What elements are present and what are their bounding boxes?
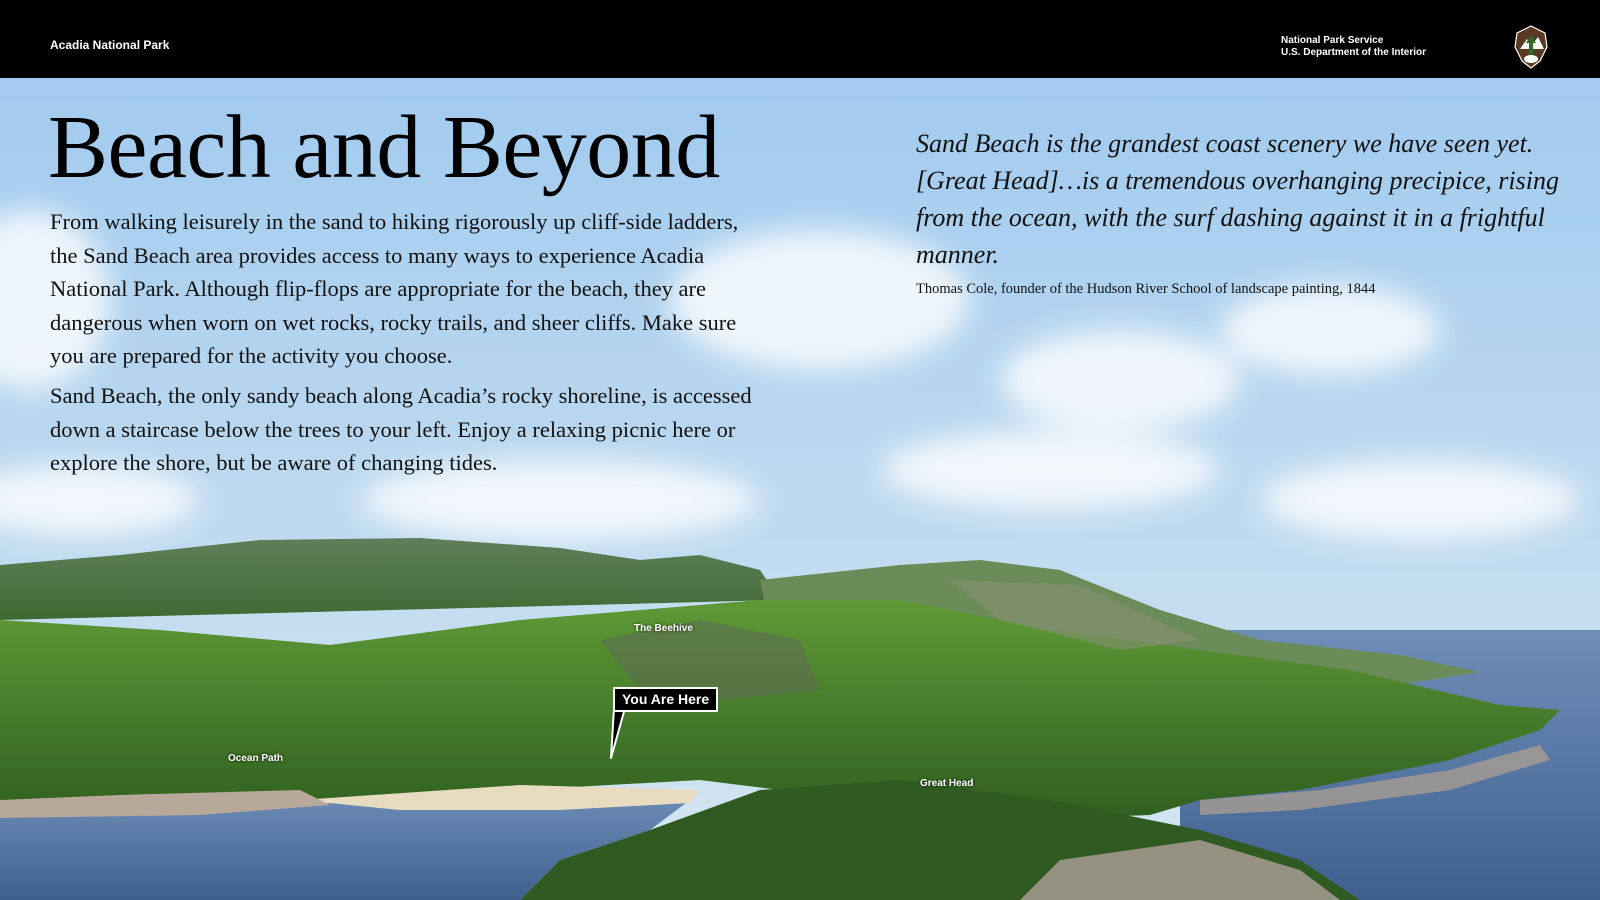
- beehive-label: The Beehive: [634, 623, 693, 634]
- you-are-here-pointer: [600, 708, 640, 760]
- park-name: Acadia National Park: [50, 38, 170, 52]
- header-bar: [0, 0, 1600, 78]
- intro-paragraph-2: Sand Beach, the only sandy beach along Acadia’s rocky shoreline, is accessed down a staircase below the trees to your left. Enjoy a relaxing picnic here or explore the shore, but be aware of changing tides.: [50, 382, 752, 476]
- nps-arrowhead-icon: [1514, 25, 1548, 69]
- agency-name: [1281, 35, 1426, 59]
- ocean-path-label: Ocean Path: [228, 753, 284, 764]
- you-are-here-marker: You Are Here: [613, 687, 718, 712]
- intro-text: [50, 205, 770, 486]
- intro-paragraph-1: From walking leisurely in the sand to hiking rigorously up cliff-side ladders, the Sand Beach area provides access to many ways to experience Acadia National Park. Although flip-flops are appropriate for the beach, they are dangerous when worn on wet rocks, rocky trails, and sheer cliffs. Make sure you are prepared for the activity you choose.: [50, 209, 739, 369]
- page-title: Beach and Beyond: [48, 98, 720, 197]
- thomas-cole-quote: Sand Beach is the grandest coast scenery we have seen yet. [Great Head]…is a tremendous overhanging precipice, rising from the ocean, with the surf dashing against it in a frightful manner.: [916, 129, 1559, 269]
- great-head-label: Great Head: [920, 778, 974, 789]
- agency-line-2: U.S. Department of the Interior: [1281, 47, 1427, 58]
- agency-line-1: National Park Service: [1281, 35, 1384, 46]
- quote-attribution: Thomas Cole, founder of the Hudson River School of landscape painting, 1844: [916, 281, 1376, 297]
